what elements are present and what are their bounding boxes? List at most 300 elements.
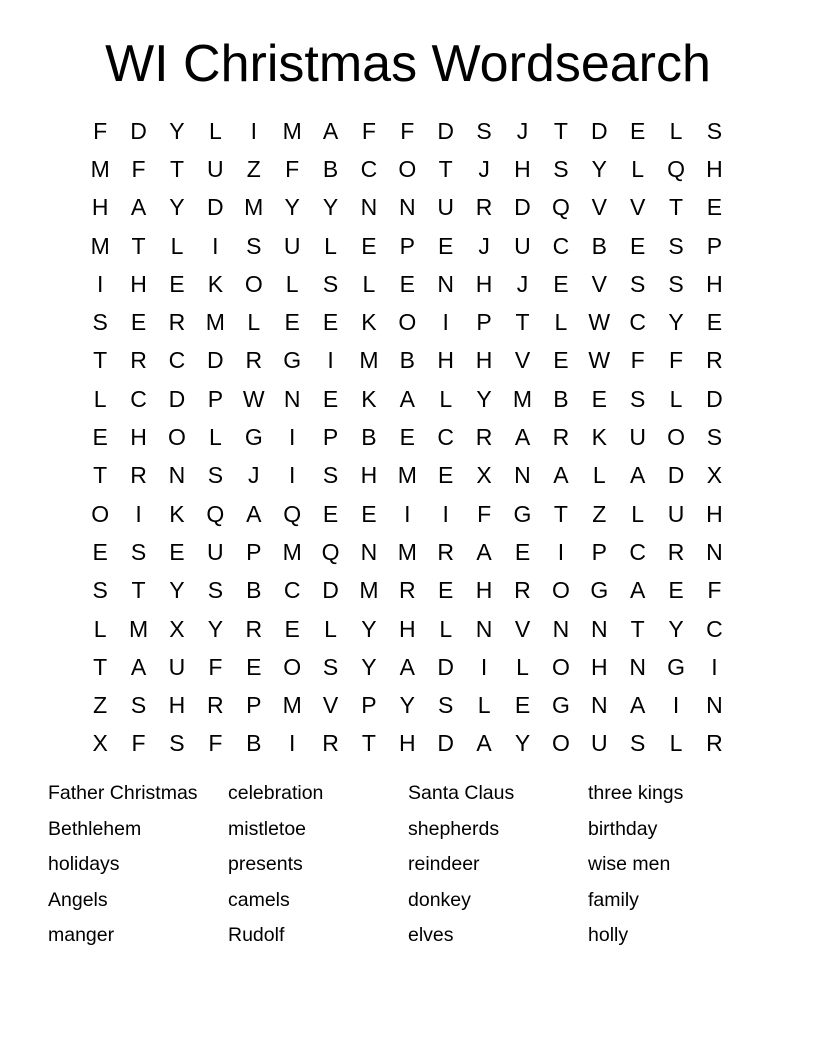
grid-letter[interactable]: R (667, 538, 685, 565)
grid-letter[interactable]: C (552, 232, 570, 259)
grid-letter[interactable]: L (93, 615, 107, 642)
grid-letter[interactable]: F (707, 577, 722, 604)
grid-letter[interactable]: C (130, 385, 147, 412)
grid-letter[interactable]: A (322, 117, 339, 144)
grid-letter[interactable]: P (246, 538, 262, 565)
grid-letter[interactable]: E (553, 270, 569, 297)
grid-letter[interactable]: B (246, 730, 262, 757)
grid-letter[interactable]: E (361, 232, 377, 259)
grid-letter[interactable]: L (93, 385, 107, 412)
grid-letter[interactable]: W (588, 309, 611, 336)
grid-letter[interactable]: C (629, 538, 646, 565)
grid-letter[interactable]: D (437, 117, 455, 144)
grid-letter[interactable]: R (168, 309, 186, 336)
grid-letter[interactable]: G (283, 347, 302, 374)
grid-letter[interactable]: I (250, 117, 257, 144)
grid-letter[interactable]: F (361, 117, 376, 144)
grid-letter[interactable]: C (360, 155, 378, 182)
grid-letter[interactable]: S (130, 538, 147, 565)
grid-letter[interactable]: Y (169, 194, 185, 221)
grid-letter[interactable]: K (207, 270, 224, 297)
grid-letter[interactable]: R (552, 424, 570, 451)
grid-letter[interactable]: T (93, 653, 108, 680)
grid-letter[interactable]: Y (169, 577, 185, 604)
grid-letter[interactable]: M (282, 692, 302, 719)
grid-letter[interactable]: T (438, 155, 453, 182)
grid-letter[interactable]: X (706, 462, 723, 489)
grid-letter[interactable]: D (437, 730, 455, 757)
grid-letter[interactable]: F (669, 347, 684, 374)
grid-letter[interactable]: E (514, 692, 531, 719)
grid-letter[interactable]: T (515, 309, 530, 336)
grid-letter[interactable]: L (439, 385, 453, 412)
grid-letter[interactable]: Y (207, 615, 224, 642)
grid-letter[interactable]: N (283, 385, 301, 412)
grid-letter[interactable]: R (475, 424, 493, 451)
page-title: WI Christmas Wordsearch (105, 35, 711, 93)
grid-letter[interactable]: Y (668, 615, 684, 642)
grid-letter[interactable]: I (711, 653, 718, 680)
grid-letter[interactable]: U (667, 500, 685, 527)
grid-letter[interactable]: S (706, 117, 723, 144)
grid-letter[interactable]: H (706, 270, 723, 297)
grid-letter[interactable]: Q (667, 155, 685, 182)
grid-letter[interactable]: O (551, 577, 570, 604)
grid-letter[interactable]: Z (246, 155, 261, 182)
grid-letter[interactable]: O (244, 270, 263, 297)
grid-letter[interactable]: J (516, 117, 529, 144)
word-list-item: reindeer (408, 853, 480, 875)
grid-letter[interactable]: U (514, 232, 531, 259)
grid-letter[interactable]: U (168, 653, 186, 680)
grid-letter[interactable]: D (207, 194, 224, 221)
grid-letter[interactable]: E (399, 424, 415, 451)
grid-letter[interactable]: E (438, 577, 454, 604)
grid-letter[interactable]: E (706, 309, 723, 336)
grid-letter[interactable]: J (248, 462, 260, 489)
grid-letter[interactable]: H (475, 577, 493, 604)
grid-letter[interactable]: S (553, 155, 569, 182)
grid-letter[interactable]: F (285, 155, 300, 182)
grid-letter[interactable]: S (130, 692, 147, 719)
grid-letter[interactable]: O (667, 424, 685, 451)
grid-letter[interactable]: T (93, 347, 108, 374)
grid-letter[interactable]: A (399, 653, 415, 680)
grid-letter[interactable]: A (629, 577, 646, 604)
grid-letter[interactable]: M (512, 385, 533, 412)
grid-letter[interactable]: B (553, 385, 569, 412)
grid-letter[interactable]: E (438, 462, 454, 489)
grid-letter[interactable]: M (90, 155, 110, 182)
grid-letter[interactable]: L (208, 117, 222, 144)
grid-letter[interactable]: G (244, 424, 263, 451)
word-list-item: shepherds (408, 817, 500, 840)
grid-letter[interactable]: O (551, 730, 570, 757)
grid-letter[interactable]: Y (476, 385, 492, 412)
grid-letter[interactable]: G (513, 500, 532, 527)
grid-letter[interactable]: P (207, 385, 224, 412)
grid-letter[interactable]: F (630, 347, 645, 374)
word-list-item: birthday (588, 817, 658, 840)
grid-letter[interactable]: E (169, 538, 185, 565)
grid-letter[interactable]: U (283, 232, 301, 259)
grid-letter[interactable]: N (590, 692, 608, 719)
grid-letter[interactable]: H (399, 730, 416, 757)
grid-letter[interactable]: U (207, 538, 224, 565)
grid-letter[interactable]: T (630, 615, 645, 642)
grid-letter[interactable]: K (169, 500, 185, 527)
grid-letter[interactable]: T (553, 500, 568, 527)
grid-letter[interactable]: H (514, 155, 531, 182)
grid-letter[interactable]: I (288, 730, 296, 757)
grid-letter[interactable]: J (478, 232, 490, 259)
grid-letter[interactable]: E (92, 424, 108, 451)
grid-letter[interactable]: H (130, 424, 147, 451)
grid-letter[interactable]: A (476, 538, 492, 565)
grid-letter[interactable]: L (477, 692, 491, 719)
grid-letter[interactable]: H (399, 615, 416, 642)
grid-letter[interactable]: E (629, 117, 646, 144)
grid-letter[interactable]: A (246, 500, 262, 527)
grid-letter[interactable]: U (590, 730, 608, 757)
grid-letter[interactable]: I (672, 692, 680, 719)
grid-letter[interactable]: X (476, 462, 492, 489)
grid-letter[interactable]: G (590, 577, 609, 604)
grid-letter[interactable]: O (283, 653, 302, 680)
grid-letter[interactable]: A (399, 385, 415, 412)
grid-letter[interactable]: C (283, 577, 301, 604)
grid-letter[interactable]: J (478, 155, 490, 182)
grid-letter[interactable]: B (246, 577, 262, 604)
grid-letter[interactable]: G (551, 692, 570, 719)
grid-letter[interactable]: H (590, 653, 608, 680)
grid-letter[interactable]: S (322, 462, 339, 489)
grid-letter[interactable]: N (706, 538, 723, 565)
grid-letter[interactable]: S (706, 424, 723, 451)
grid-letter[interactable]: I (557, 538, 565, 565)
grid-letter[interactable]: L (669, 385, 683, 412)
grid-letter[interactable]: X (169, 615, 185, 642)
grid-letter[interactable]: R (706, 347, 723, 374)
grid-letter[interactable]: R (475, 194, 493, 221)
grid-letter[interactable]: F (400, 117, 415, 144)
grid-letter[interactable]: H (706, 155, 723, 182)
grid-letter[interactable]: M (397, 538, 417, 565)
grid-letter[interactable]: A (130, 653, 147, 680)
grid-letter[interactable]: E (284, 309, 300, 336)
grid-letter[interactable]: K (361, 309, 377, 336)
grid-letter[interactable]: M (205, 309, 225, 336)
grid-letter[interactable]: O (91, 500, 110, 527)
grid-letter[interactable]: Q (283, 500, 302, 527)
grid-letter[interactable]: S (92, 577, 108, 604)
grid-letter[interactable]: L (631, 155, 645, 182)
grid-letter[interactable]: E (92, 538, 108, 565)
grid-letter[interactable]: N (475, 615, 493, 642)
grid-letter[interactable]: L (631, 500, 645, 527)
grid-letter[interactable]: R (245, 615, 263, 642)
grid-letter[interactable]: A (629, 462, 646, 489)
grid-letter[interactable]: E (361, 500, 377, 527)
grid-letter[interactable]: Y (284, 194, 300, 221)
grid-letter[interactable]: M (129, 615, 149, 642)
grid-letter[interactable]: E (438, 232, 454, 259)
grid-letter[interactable]: L (208, 424, 222, 451)
grid-letter[interactable]: H (475, 270, 493, 297)
grid-letter[interactable]: D (168, 385, 186, 412)
grid-letter[interactable]: Y (399, 692, 415, 719)
grid-letter[interactable]: D (590, 117, 608, 144)
grid-letter[interactable]: L (170, 232, 184, 259)
grid-letter[interactable]: S (668, 232, 684, 259)
grid-letter[interactable]: R (399, 577, 416, 604)
word-list-item: Santa Claus (408, 782, 515, 804)
grid-letter[interactable]: S (246, 232, 262, 259)
letter-grid (81, 112, 734, 763)
grid-letter[interactable]: R (207, 692, 224, 719)
grid-letter[interactable]: N (360, 194, 378, 221)
grid-letter[interactable]: L (247, 309, 261, 336)
grid-letter[interactable]: P (706, 232, 723, 259)
grid-letter[interactable]: S (668, 270, 684, 297)
word-list-item: holly (588, 924, 629, 946)
grid-letter[interactable]: D (514, 194, 531, 221)
grid-letter[interactable]: P (322, 424, 339, 451)
grid-letter[interactable]: V (591, 270, 607, 297)
grid-letter[interactable]: N (629, 653, 646, 680)
grid-letter[interactable]: B (361, 424, 377, 451)
grid-letter[interactable]: S (207, 577, 224, 604)
grid-letter[interactable]: R (322, 730, 339, 757)
grid-letter[interactable]: H (130, 270, 147, 297)
grid-letter[interactable]: E (591, 385, 607, 412)
grid-letter[interactable]: X (92, 730, 108, 757)
grid-letter[interactable]: B (399, 347, 415, 374)
grid-letter[interactable]: P (591, 538, 607, 565)
grid-letter[interactable]: U (437, 194, 455, 221)
grid-letter[interactable]: E (130, 309, 147, 336)
grid-letter[interactable]: R (130, 462, 147, 489)
grid-letter[interactable]: L (439, 615, 453, 642)
grid-letter[interactable]: L (285, 270, 299, 297)
grid-letter[interactable]: O (551, 653, 570, 680)
grid-letter[interactable]: M (359, 347, 379, 374)
grid-letter[interactable]: M (244, 194, 264, 221)
grid-letter[interactable]: N (168, 462, 186, 489)
grid-letter[interactable]: C (706, 615, 723, 642)
grid-letter[interactable]: V (629, 194, 646, 221)
grid-letter[interactable]: E (668, 577, 684, 604)
grid-letter[interactable]: I (480, 653, 488, 680)
grid-letter[interactable]: O (398, 155, 417, 182)
grid-letter[interactable]: E (629, 232, 646, 259)
grid-letter[interactable]: E (514, 538, 531, 565)
grid-letter[interactable]: H (91, 194, 109, 221)
grid-letter[interactable]: L (592, 462, 606, 489)
grid-letter[interactable]: J (516, 270, 529, 297)
grid-letter[interactable]: M (90, 232, 110, 259)
grid-letter[interactable]: C (437, 424, 455, 451)
grid-letter[interactable]: N (437, 270, 455, 297)
grid-letter[interactable]: I (212, 232, 219, 259)
grid-letter[interactable]: L (669, 730, 683, 757)
grid-letter[interactable]: V (591, 194, 607, 221)
grid-letter[interactable]: L (554, 309, 568, 336)
word-list-item: camels (228, 888, 290, 911)
grid-letter[interactable]: A (629, 692, 646, 719)
grid-letter[interactable]: N (399, 194, 416, 221)
grid-letter[interactable]: O (168, 424, 186, 451)
grid-letter[interactable]: E (706, 194, 723, 221)
grid-letter[interactable]: L (516, 653, 529, 680)
grid-letter[interactable]: Q (206, 500, 225, 527)
grid-letter[interactable]: E (246, 653, 262, 680)
grid-letter[interactable]: Z (93, 692, 108, 719)
grid-letter[interactable]: Q (551, 194, 570, 221)
grid-letter[interactable]: K (361, 385, 377, 412)
grid-letter[interactable]: Y (514, 730, 531, 757)
grid-letter[interactable]: S (476, 117, 492, 144)
grid-letter[interactable]: T (361, 730, 376, 757)
grid-letter[interactable]: H (706, 500, 723, 527)
grid-letter[interactable]: I (442, 309, 449, 336)
grid-letter[interactable]: F (131, 155, 146, 182)
grid-letter[interactable]: F (131, 730, 146, 757)
grid-letter[interactable]: T (553, 117, 568, 144)
grid-letter[interactable]: R (130, 347, 147, 374)
grid-letter[interactable]: W (588, 347, 611, 374)
grid-letter[interactable]: E (553, 347, 569, 374)
grid-letter[interactable]: M (282, 538, 302, 565)
grid-letter[interactable]: F (477, 500, 492, 527)
grid-letter[interactable]: A (514, 424, 531, 451)
grid-letter[interactable]: Q (321, 538, 340, 565)
grid-letter[interactable]: I (404, 500, 411, 527)
grid-letter[interactable]: H (475, 347, 493, 374)
grid-letter[interactable]: E (322, 500, 339, 527)
grid-letter[interactable]: P (399, 232, 415, 259)
grid-letter[interactable]: D (437, 653, 455, 680)
grid-letter[interactable]: E (284, 615, 300, 642)
grid-letter[interactable]: T (93, 462, 108, 489)
grid-letter[interactable]: D (130, 117, 147, 144)
grid-letter[interactable]: V (322, 692, 339, 719)
grid-letter[interactable]: L (669, 117, 683, 144)
grid-letter[interactable]: Y (322, 194, 339, 221)
grid-letter[interactable]: C (168, 347, 186, 374)
grid-letter[interactable]: T (131, 232, 146, 259)
grid-letter[interactable]: E (322, 309, 339, 336)
grid-letter[interactable]: A (476, 730, 492, 757)
grid-letter[interactable]: E (399, 270, 415, 297)
grid-letter[interactable]: P (476, 309, 492, 336)
grid-letter[interactable]: T (169, 155, 184, 182)
grid-letter[interactable]: I (288, 462, 296, 489)
grid-letter[interactable]: H (168, 692, 186, 719)
grid-letter[interactable]: R (514, 577, 531, 604)
grid-letter[interactable]: N (360, 538, 378, 565)
grid-letter[interactable]: B (322, 155, 339, 182)
grid-letter[interactable]: Y (668, 309, 684, 336)
grid-letter[interactable]: U (207, 155, 224, 182)
grid-letter[interactable]: M (397, 462, 417, 489)
grid-letter[interactable]: M (359, 577, 379, 604)
grid-letter[interactable]: O (398, 309, 417, 336)
word-list-item: donkey (408, 888, 471, 911)
grid-letter[interactable]: Z (592, 500, 607, 527)
grid-letter[interactable]: I (135, 500, 142, 527)
grid-letter[interactable]: R (245, 347, 263, 374)
grid-letter[interactable]: P (361, 692, 377, 719)
grid-letter[interactable]: W (242, 385, 265, 412)
grid-letter[interactable]: D (207, 347, 224, 374)
grid-letter[interactable]: T (669, 194, 684, 221)
grid-letter[interactable]: S (92, 309, 108, 336)
grid-letter[interactable]: D (667, 462, 685, 489)
grid-letter[interactable]: V (514, 615, 531, 642)
grid-letter[interactable]: L (362, 270, 376, 297)
grid-letter[interactable]: A (553, 462, 569, 489)
grid-letter[interactable]: F (208, 653, 223, 680)
grid-letter[interactable]: E (169, 270, 185, 297)
grid-letter[interactable]: S (438, 692, 454, 719)
grid-letter[interactable]: C (629, 309, 646, 336)
grid-letter[interactable]: N (706, 692, 723, 719)
grid-letter[interactable]: T (131, 577, 146, 604)
grid-letter[interactable]: D (706, 385, 723, 412)
grid-letter[interactable]: S (629, 385, 646, 412)
grid-letter[interactable]: L (324, 615, 337, 642)
grid-letter[interactable]: Y (361, 615, 377, 642)
grid-letter[interactable]: R (706, 730, 723, 757)
grid-letter[interactable]: I (442, 500, 449, 527)
word-list (48, 776, 768, 954)
grid-letter[interactable]: E (322, 385, 339, 412)
grid-letter[interactable]: I (97, 270, 104, 297)
grid-letter[interactable]: N (514, 462, 531, 489)
grid-letter[interactable]: R (437, 538, 455, 565)
grid-letter[interactable]: Y (169, 117, 185, 144)
grid-letter[interactable]: P (246, 692, 262, 719)
grid-letter[interactable]: S (322, 270, 339, 297)
grid-letter[interactable]: S (322, 653, 339, 680)
word-list-item: three kings (588, 782, 684, 804)
grid-letter[interactable]: M (282, 117, 302, 144)
grid-letter[interactable]: H (437, 347, 455, 374)
grid-letter[interactable]: B (591, 232, 607, 259)
grid-letter[interactable]: S (207, 462, 224, 489)
grid-letter[interactable]: K (591, 424, 607, 451)
grid-letter[interactable]: S (629, 270, 646, 297)
grid-letter[interactable]: F (208, 730, 223, 757)
grid-letter[interactable]: I (327, 347, 334, 374)
grid-letter[interactable]: G (667, 653, 685, 680)
grid-letter[interactable]: L (324, 232, 337, 259)
grid-letter[interactable]: U (629, 424, 646, 451)
grid-letter[interactable]: N (590, 615, 608, 642)
grid-letter[interactable]: Y (591, 155, 607, 182)
grid-letter[interactable]: S (169, 730, 185, 757)
grid-letter[interactable]: A (130, 194, 147, 221)
grid-letter[interactable]: V (514, 347, 531, 374)
grid-letter[interactable]: I (288, 424, 296, 451)
grid-letter[interactable]: F (93, 117, 108, 144)
grid-letter[interactable]: S (629, 730, 646, 757)
grid-letter[interactable]: D (322, 577, 339, 604)
grid-letter[interactable]: Y (361, 653, 377, 680)
grid-letter[interactable]: N (552, 615, 570, 642)
grid-letter[interactable]: H (360, 462, 378, 489)
